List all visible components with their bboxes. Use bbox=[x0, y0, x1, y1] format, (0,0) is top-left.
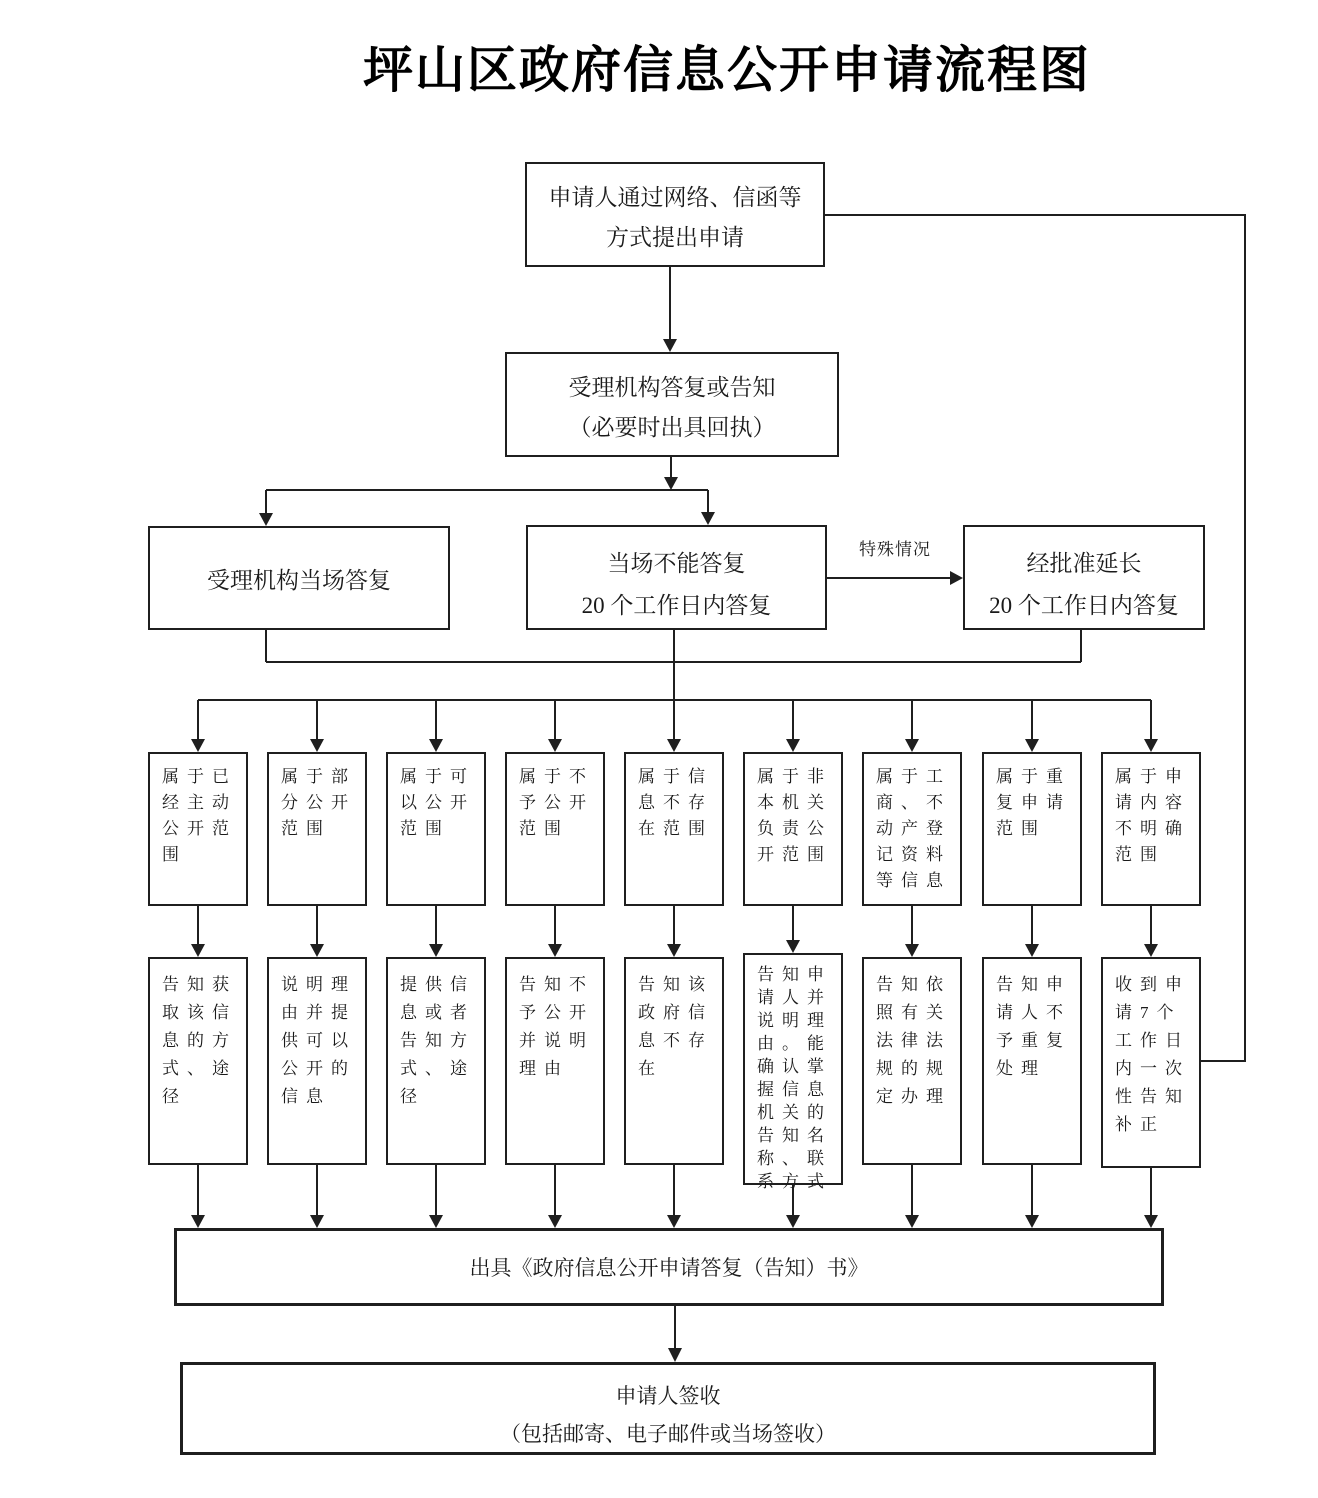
node-category-other-agency bbox=[743, 752, 843, 906]
action-label: 告知不予公开并说明理由 bbox=[519, 975, 594, 1078]
node-issue-reply-letter-label: 出具《政府信息公开申请答复（告知）书》 bbox=[469, 1256, 869, 1280]
page-title: 坪山区政府信息公开申请流程图 bbox=[363, 42, 1091, 98]
action-label: 告知该政府信息不存在 bbox=[638, 975, 713, 1078]
node-category-can-public bbox=[386, 752, 486, 906]
category-label: 属于不予公开范围 bbox=[519, 767, 594, 838]
action-label: 告知申请人并说明理由。能确认掌握信息机关的告知名称、联系方式 bbox=[757, 965, 832, 1191]
node-cannot-reply bbox=[526, 525, 827, 630]
action-label: 收到申请7个工作日内一次性告知补正 bbox=[1115, 975, 1190, 1134]
connector-issue-to-sign bbox=[668, 1306, 682, 1362]
category-label: 属于可以公开范围 bbox=[400, 767, 475, 838]
node-action-refer-agency bbox=[743, 953, 843, 1191]
node-extend-reply-line1: 经批准延长 bbox=[1026, 551, 1142, 576]
connector-special-case bbox=[827, 571, 963, 585]
category-label: 属于信息不存在范围 bbox=[638, 767, 713, 838]
category-label: 属于部分公开范围 bbox=[281, 767, 356, 838]
node-accept-line2: （必要时出具回执） bbox=[568, 415, 776, 440]
node-action-per-law bbox=[862, 957, 962, 1165]
action-label: 告知依照有关法律法规的规定办理 bbox=[876, 975, 951, 1106]
node-apply bbox=[525, 162, 825, 267]
node-action-tell-way bbox=[148, 957, 248, 1165]
node-applicant-sign-line1: 申请人签收 bbox=[615, 1384, 721, 1408]
node-cannot-reply-line2: 20 个工作日内答复 bbox=[581, 593, 772, 618]
node-category-already-public bbox=[148, 752, 248, 906]
action-label: 说明理由并提供可以公开的信息 bbox=[281, 975, 356, 1106]
node-action-no-repeat bbox=[982, 957, 1082, 1165]
category-label: 属于重复申请范围 bbox=[996, 767, 1071, 838]
connector-merge-to-distribution bbox=[198, 630, 1151, 700]
node-category-unclear-request bbox=[1101, 752, 1201, 906]
node-action-refuse-reason bbox=[505, 957, 605, 1165]
connector-action-to-issue-arrows bbox=[191, 1165, 1158, 1228]
connector-distribution-arrows bbox=[191, 700, 1158, 752]
connector-accept-branch bbox=[259, 457, 715, 526]
node-apply-line2: 方式提出申请 bbox=[606, 225, 744, 250]
node-cannot-reply-line1: 当场不能答复 bbox=[607, 551, 746, 576]
node-category-partially-public bbox=[267, 752, 367, 906]
node-onspot-reply-label: 受理机构当场答复 bbox=[207, 567, 391, 593]
special-case-edge-label: 特殊情况 bbox=[859, 540, 931, 559]
node-issue-reply-letter bbox=[174, 1228, 1164, 1306]
node-action-notify-correction bbox=[1101, 957, 1201, 1168]
action-label: 提供信息或者告知方式、途径 bbox=[400, 975, 475, 1106]
node-extend-reply-line2: 20 个工作日内答复 bbox=[989, 593, 1179, 618]
connector-category-to-action-arrows bbox=[191, 906, 1158, 957]
action-label: 告知申请人不予重复处理 bbox=[996, 975, 1071, 1078]
node-applicant-sign bbox=[180, 1362, 1156, 1455]
connector-apply-right-bypass bbox=[825, 215, 1245, 1061]
node-action-provide-info bbox=[386, 957, 486, 1165]
category-label: 属于已经主动公开范围 bbox=[162, 767, 237, 864]
action-label: 告知获取该信息的方式、途径 bbox=[162, 975, 237, 1106]
node-accept-line1: 受理机构答复或告知 bbox=[568, 375, 776, 400]
category-label: 属于工商、不动产登记资料等信息 bbox=[876, 767, 951, 890]
node-action-explain-provide bbox=[267, 957, 367, 1165]
node-extend-reply bbox=[963, 525, 1205, 630]
node-category-not-public bbox=[505, 752, 605, 906]
connector-apply-to-accept bbox=[663, 267, 677, 352]
category-label: 属于非本机关负责公开范围 bbox=[757, 767, 832, 864]
node-action-not-exist bbox=[624, 957, 724, 1165]
node-category-repeat-request bbox=[982, 752, 1082, 906]
node-accept bbox=[505, 352, 839, 457]
node-applicant-sign-line2: （包括邮寄、电子邮件或当场签收） bbox=[500, 1422, 836, 1446]
node-apply-line1: 申请人通过网络、信函等 bbox=[548, 185, 802, 210]
node-onspot-reply bbox=[148, 526, 450, 630]
category-label: 属于申请内容不明确范围 bbox=[1115, 767, 1190, 864]
node-category-registry-info bbox=[862, 752, 962, 906]
node-category-not-exist bbox=[624, 752, 724, 906]
